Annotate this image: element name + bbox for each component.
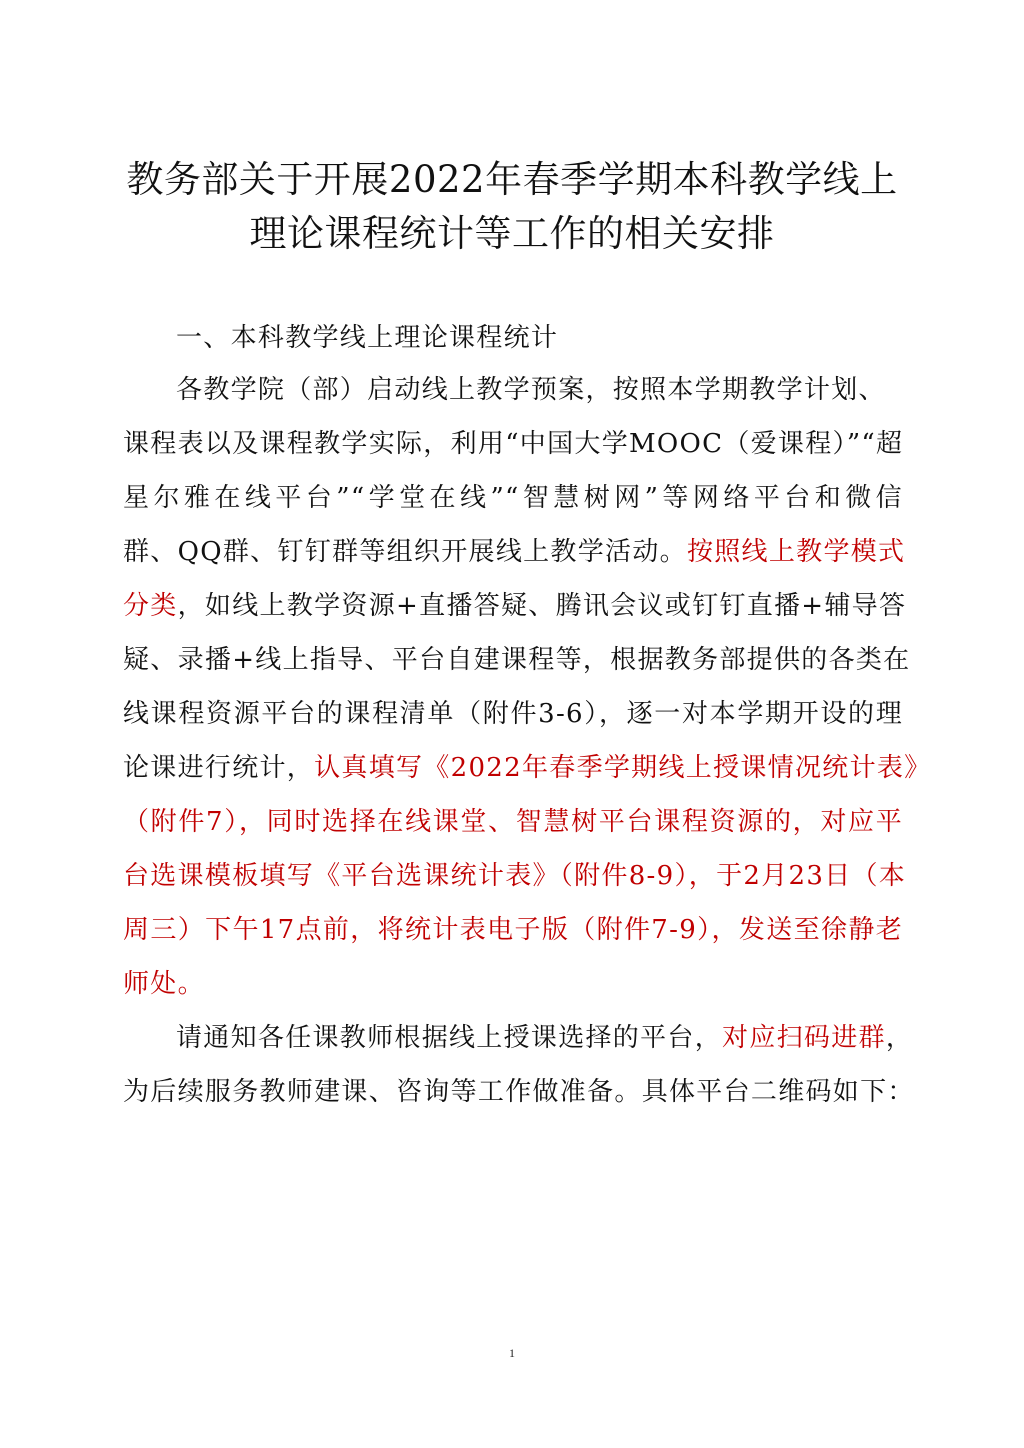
section-heading: 一、本科教学线上理论课程统计 (176, 323, 559, 353)
paragraph-line (123, 532, 906, 572)
paragraph-text: ，如线上教学资源+直播答疑、腾讯会议或钉钉直播+辅导答 (177, 591, 907, 621)
paragraph-line (123, 586, 907, 626)
paragraph-line (123, 748, 932, 788)
highlighted-text: 按照线上教学模式 (686, 537, 906, 567)
paragraph-text: ， (885, 1023, 914, 1053)
paragraph-line: 为后续服务教师建课、咨询等工作做准备。具体平台二维码如下： (123, 1077, 915, 1107)
highlighted-line: 台选课模板填写《平台选课统计表》（附件8-9），于2月23日（本 (123, 861, 907, 891)
paragraph-text: 论课进行统计， (123, 753, 315, 783)
highlighted-line: 师处。 (123, 969, 205, 999)
paragraph-text: 群、QQ群、钉钉群等组织开展线上教学活动。 (123, 537, 687, 567)
document-title-line-2: 理论课程统计等工作的相关安排 (249, 212, 775, 255)
paragraph-line: 课程表以及课程教学实际，利用“中国大学MOOC（爱课程）”“超 (123, 429, 904, 459)
highlighted-line: 周三）下午17点前，将统计表电子版（附件7-9），发送至徐静老 (123, 915, 903, 945)
document-title-line-1: 教务部关于开展2022年春季学期本科教学线上 (126, 158, 898, 201)
paragraph-text: 请通知各任课教师根据线上授课选择的平台， (176, 1023, 723, 1053)
paragraph-line: 星尔雅在线平台”“学堂在线”“智慧树网”等网络平台和微信 (123, 483, 903, 513)
paragraph-line: 疑、录播+线上指导、平台自建课程等，根据教务部提供的各类在 (123, 645, 911, 675)
highlighted-text: 分类 (123, 591, 178, 621)
highlighted-text: 对应扫码进群 (722, 1023, 886, 1053)
paragraph-line: 各教学院（部）启动线上教学预案，按照本学期教学计划、 (176, 375, 886, 405)
highlighted-line: （附件7），同时选择在线课堂、智慧树平台课程资源的，对应平 (123, 807, 903, 837)
paragraph-line: 线课程资源平台的课程清单（附件3-6），逐一对本学期开设的理 (123, 699, 903, 729)
paragraph-line (176, 1018, 913, 1058)
highlighted-text: 认真填写《2022年春季学期线上授课情况统计表》 (314, 753, 932, 783)
page-number: 1 (509, 1346, 515, 1360)
